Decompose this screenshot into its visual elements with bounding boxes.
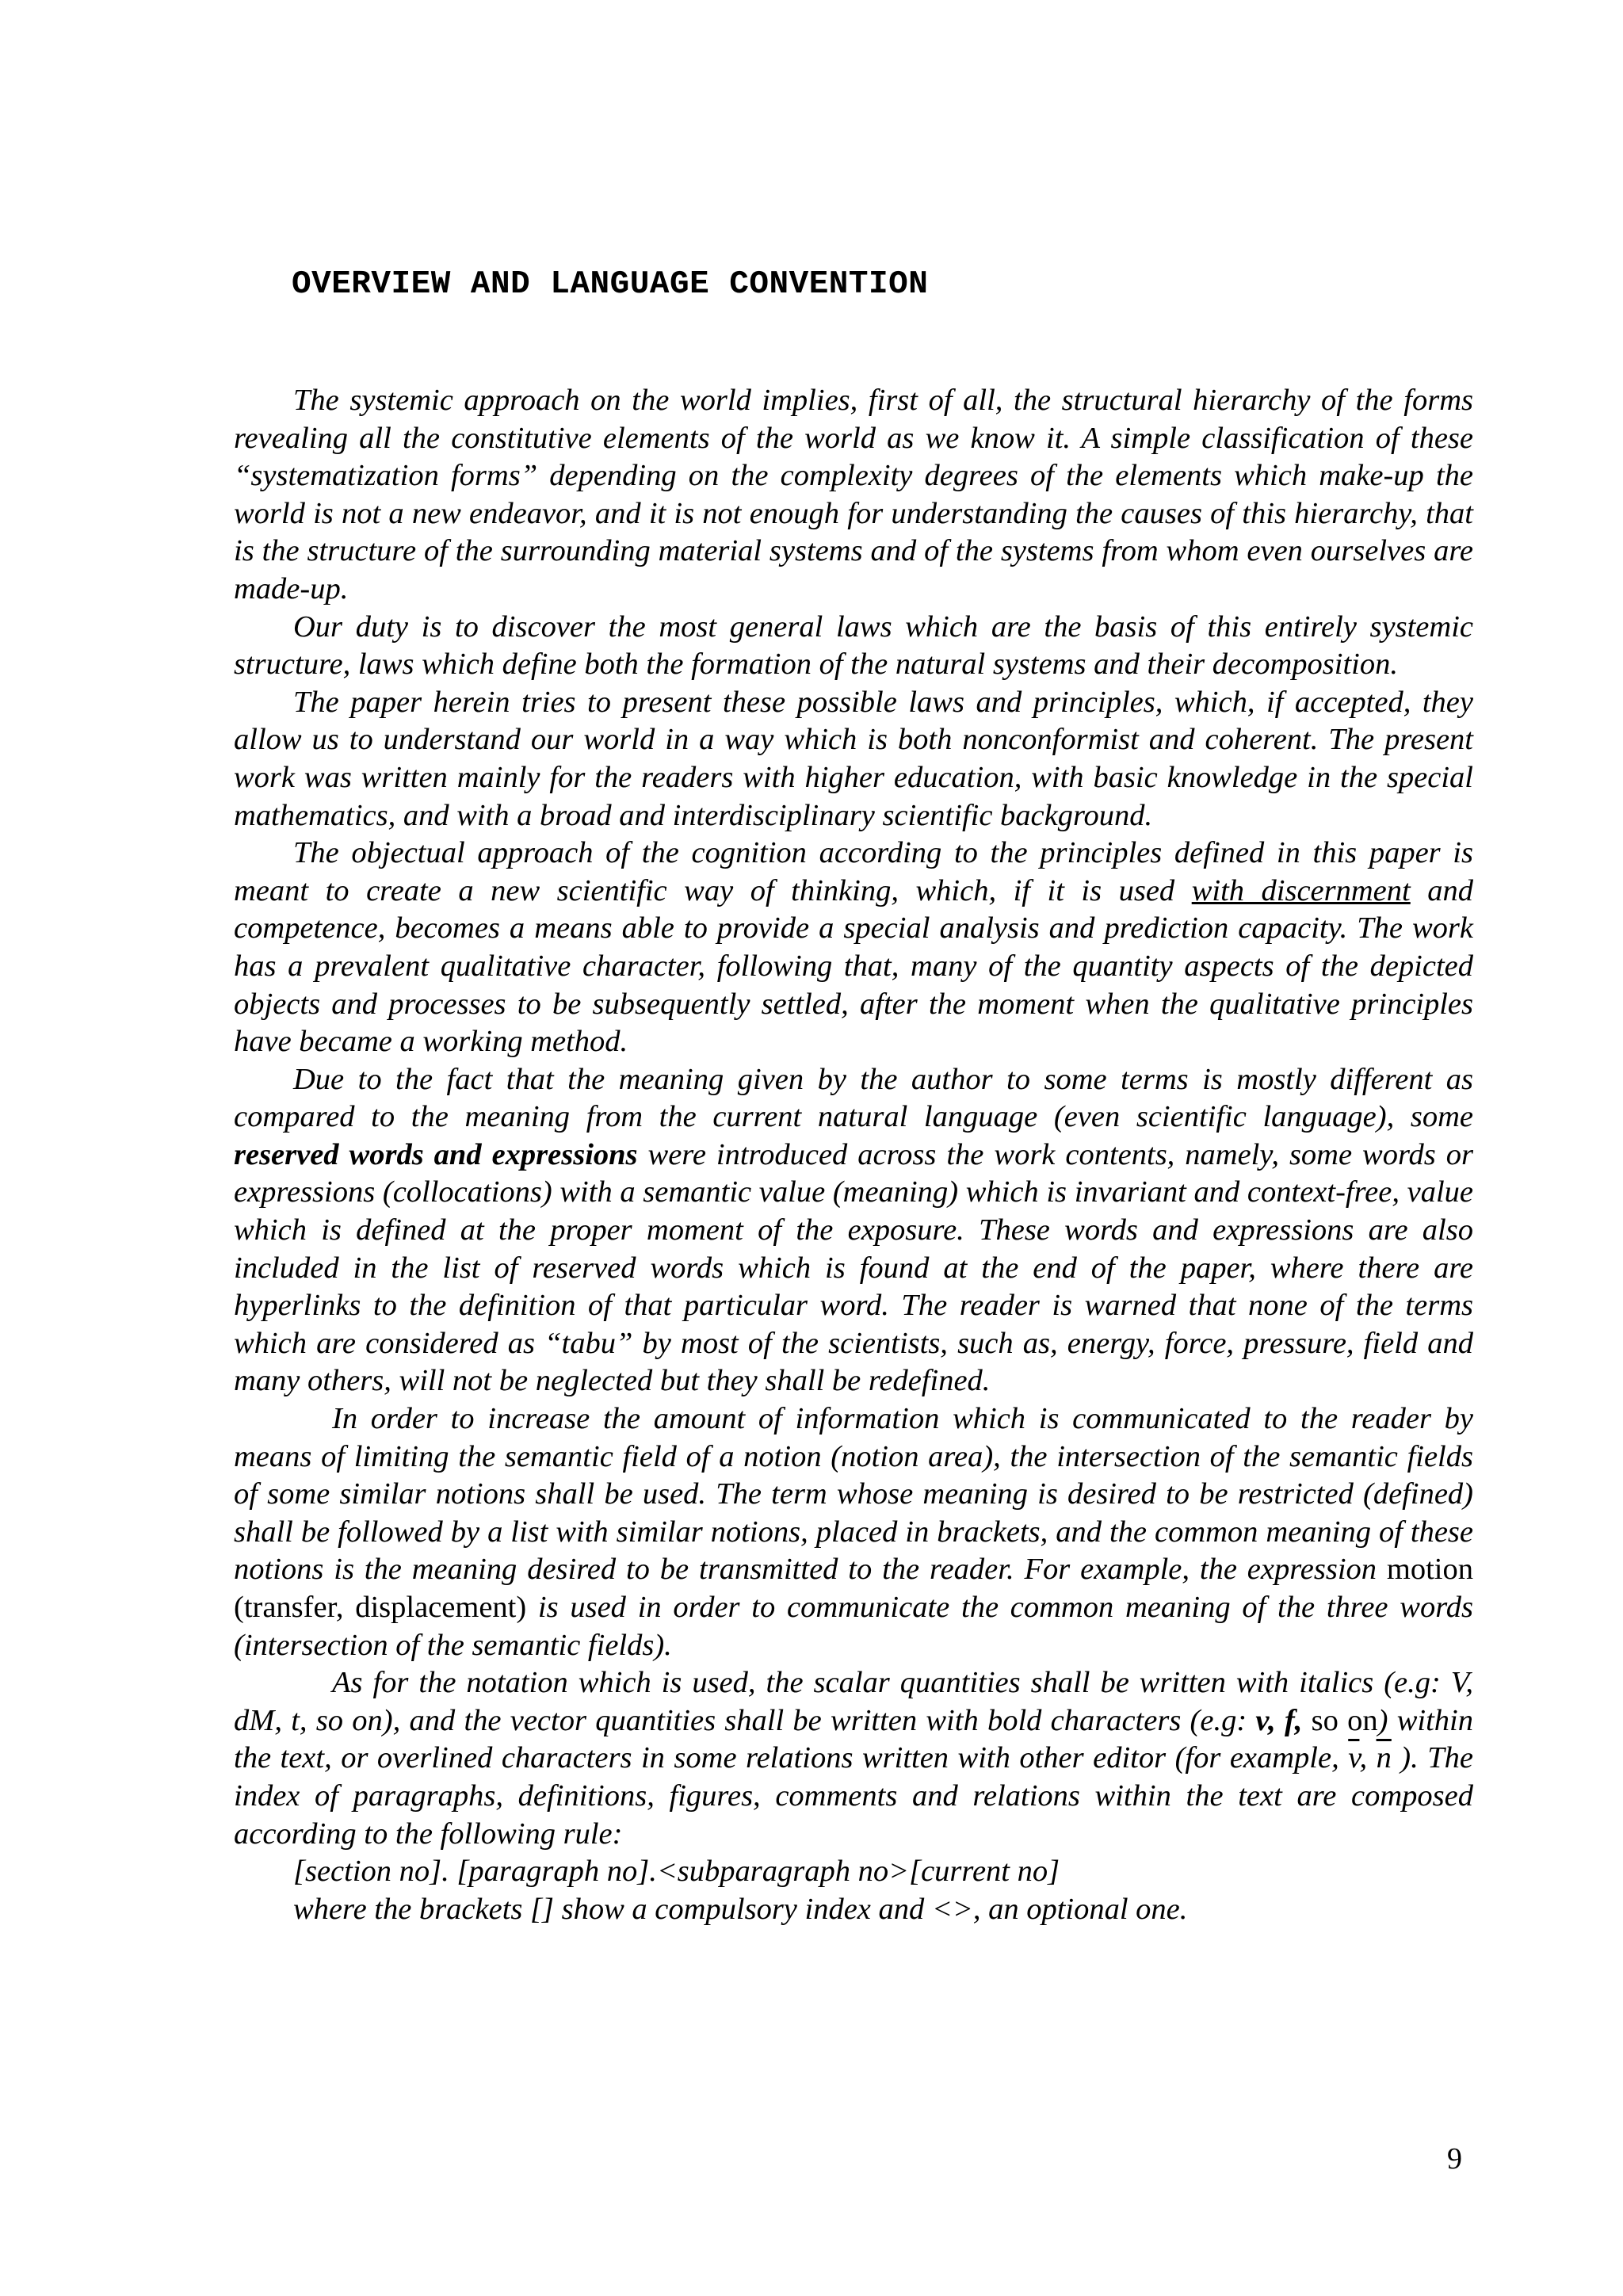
- reserved-words-term: reserved words and expressions: [234, 1137, 638, 1171]
- paragraph-7-text-b: ) within the text, or overlined characters in some relations written with other editor (for example,: [234, 1703, 1473, 1775]
- paragraph-6: [234, 1400, 1473, 1664]
- paragraph-4-text-a: The objectual approach of the cognition according to the principles defined in this paper is meant to create a new scientific way of thinking, which, if it is used: [234, 836, 1473, 907]
- paragraph-4: [234, 835, 1473, 1061]
- paragraph-7: [234, 1664, 1473, 1853]
- closing-line: where the brackets [] show a compulsory index and <>, an optional one.: [293, 1892, 1188, 1926]
- paragraph-5-text-b: were introduced across the work contents, namely, some words or expressions (collocations) with a semantic value (meaning) which is invariant and context-free, value which is defined at the proper moment of the exposure. These words and expressions are also included in the list of reserved words which is found at the end of the paper, where there are hyperlinks to the definition of that particular word. The reader is warned that none of the terms which are considered as “tabu” by most of the scientists, such as, energy, force, pressure, field and many others, will not be neglected but they shall be redefined.: [234, 1137, 1473, 1398]
- paragraph-1: The systemic approach on the world implies, first of all, the structural hierarchy of the forms revealing all the constitutive elements of the world as we know it. A simple classification of these “systematization forms” depending on the complexity degrees of the elements which make-up the world is not a new endeavor, and it is not enough for understanding the causes of this hierarchy, that is the structure of the surrounding material systems and of the systems from whom even ourselves are made-up.: [234, 384, 1473, 606]
- vector-example: v, f,: [1255, 1703, 1303, 1737]
- body-text: [234, 382, 1473, 1928]
- paragraph-5: [234, 1061, 1473, 1400]
- section-heading: OVERVIEW AND LANGUAGE CONVENTION: [292, 266, 929, 303]
- paragraph-5-text-a: Due to the fact that the meaning given by the author to some terms is mostly different as compared to the meaning from the current natural language (even scientific language), some: [234, 1062, 1473, 1134]
- paragraph-3: The paper herein tries to present these possible laws and principles, which, if accepted, they allow us to understand our world in a way which is both nonconformist and coherent. The present work was written mainly for the readers with higher education, with basic knowledge in the special mathematics, and with a broad and interdisciplinary scientific background.: [234, 685, 1473, 832]
- paragraph-6-text-a: In order to increase the amount of information which is communicated to the reader by means of limiting the semantic field of a notion (notion area), the intersection of the semantic fields of some similar notions shall be used. The term whose meaning is desired to be restricted (defined) shall be followed by a list with similar notions, placed in brackets, and the common meaning of these notions is the meaning desired to be transmitted to the reader. For example, the expression: [234, 1402, 1473, 1587]
- page-number: 9: [1447, 2142, 1462, 2176]
- paragraph-2: Our duty is to discover the most general laws which are the basis of this entirely systemic structure, laws which define both the formation of the natural systems and their decomposition.: [234, 609, 1473, 682]
- example-expression: motion (transfer, displacement): [234, 1553, 1473, 1624]
- paragraph-4-text-b: and competence, becomes a means able to provide a special analysis and prediction capacity. The work has a prevalent qualitative character, following that, many of the quantity aspects of the depicted objects and processes to be subsequently settled, after the moment when the qualitative principles have became a working method.: [234, 873, 1474, 1059]
- overlined-n: $\overline{n}$: [1376, 1741, 1392, 1775]
- index-rule: [section no]. [paragraph no].<subparagraph no>[current no]: [293, 1855, 1060, 1889]
- so-on-text: so on: [1302, 1703, 1378, 1737]
- underlined-phrase: with discernment: [1191, 873, 1411, 907]
- overline-separator: ,: [1359, 1741, 1377, 1775]
- overlined-v: $\overline{v}$: [1348, 1741, 1360, 1775]
- paragraph-6-text-b: is used in order to communicate the common meaning of the three words (intersection of the semantic fields).: [234, 1591, 1473, 1662]
- paragraph-7-text-a: As for the notation which is used, the scalar quantities shall be written with italics (e.g: V, dM, t, so on), and the vector quantities shall be written with bold characters (e.g:: [234, 1666, 1473, 1737]
- paragraph-7-text-c: ). The index of paragraphs, definitions, figures, comments and relations within the text are composed according to the following rule:: [234, 1741, 1473, 1851]
